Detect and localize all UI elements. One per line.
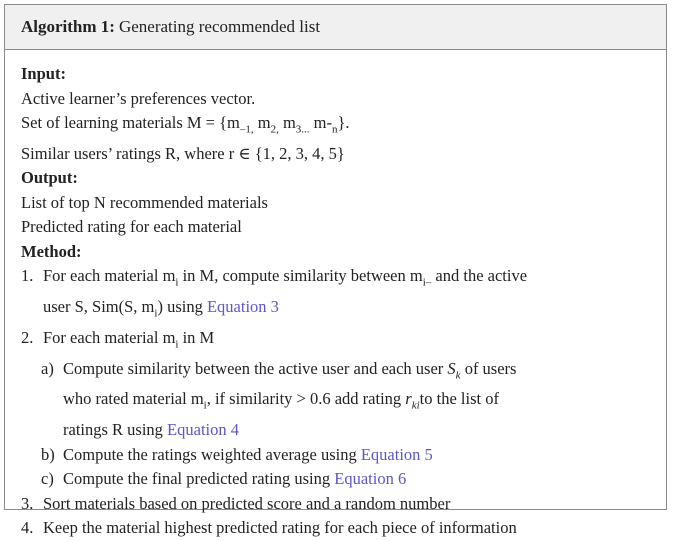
step-2b: b) Compute the ratings weighted average using Equation 5 — [41, 444, 433, 464]
input-line-3: Similar users’ ratings R, where r ∈ {1, 2, 3, 4, 5} — [21, 143, 345, 163]
output-heading: Output: — [21, 168, 78, 188]
input-heading: Input: — [21, 64, 66, 83]
step-4: 4. Keep the material highest predicted rating for each piece of information — [21, 518, 517, 538]
step-3: 3. Sort materials based on predicted score and a random number — [21, 493, 451, 513]
step-2: 2. For each material $m_i$ in M — [21, 327, 215, 351]
algorithm-box — [4, 4, 667, 538]
algorithm-title: Generating recommended list — [118, 17, 321, 36]
step-1-line-2: user S, Sim(S, $m_i$) using Equation 3 — [43, 297, 279, 320]
equation-4-link[interactable]: Equation 4 — [167, 420, 239, 440]
step-2a-line-2: who rated material $m_i$, if similarity > 0.6 add rating $r_{ki}to$ the list of — [63, 389, 499, 412]
output-line-2: Predicted rating for each material — [21, 217, 242, 237]
input-line-2: Set of learning materials $M = \{m_{-1,}$ $m_{2,}$ $m_{3...}$ $m-_n$}. — [21, 113, 350, 136]
output-line-1: List of top N recommended materials — [21, 192, 268, 212]
step-2c: c) Compute the final predicted rating using Equation 6 — [41, 469, 407, 489]
equation-5-link[interactable]: Equation 5 — [360, 444, 433, 464]
algorithm-label: Algorithm 1: — [21, 17, 115, 36]
step-2a-line-1: a) Compute similarity between the active user and each user $S_k$ of users — [41, 358, 517, 381]
equation-6-link[interactable]: Equation 6 — [334, 469, 407, 489]
method-heading: Method: — [21, 241, 82, 261]
step-2a-line-3: ratings R using Equation 4 — [63, 420, 239, 440]
equation-3-link[interactable]: Equation 3 — [206, 297, 279, 317]
algorithm-body — [5, 50, 666, 541]
step-1-line-1: 1. For each material $m_i$ in M, compute similarity between $m_{i-}$ and the active — [21, 266, 528, 289]
algorithm-header — [5, 5, 666, 50]
input-line-1: Active learner’s preferences vector. — [21, 88, 256, 108]
